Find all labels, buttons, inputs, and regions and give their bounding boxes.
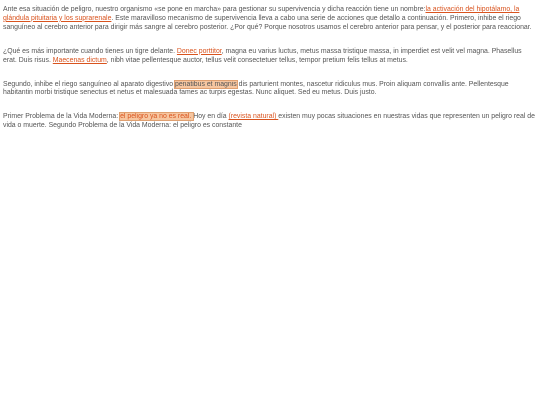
link-donec-porttitor[interactable]: Donec porttitor bbox=[176, 47, 222, 55]
link-revista-natural[interactable]: (revista natural) bbox=[228, 113, 279, 121]
paragraph-2 bbox=[3, 48, 536, 66]
paragraph-2-text-a: ¿Qué es más importante cuando tienes un tigre delante. bbox=[3, 47, 177, 55]
paragraph-3-text-a: Segundo, inhibe el riego sanguíneo al aparato digestivo bbox=[3, 80, 176, 88]
paragraph-4 bbox=[3, 113, 536, 131]
paragraph-1-text-b: . Este maravilloso mecanismo de supervivencia lleva a cabo una serie de acciones que detallo a continuación. Primero, inhibe el riego sanguíneo al cerebro anterior para dirigir más sangre al cerebro posterior. ¿Por qué? Porque nosotros usamos el cerebro anterior para pensar, y el posterior para reaccionar. bbox=[3, 14, 532, 31]
paragraph-1-text-a: Ante esa situación de peligro, nuestro organismo «se pone en marcha» para gestionar su supervivencia y dicha reacción tiene un nombre: bbox=[3, 6, 426, 13]
paragraph-4-text-b: Hoy en día bbox=[193, 113, 229, 121]
paragraph-2-text-b: , magna eu varius luctus, metus massa tristique massa, in imperdiet est velit vel magna. Phasellus erat. Duis risus. bbox=[3, 47, 522, 64]
paragraph-4-text-c: existen muy pocas situaciones en nuestras vidas que representen un peligro real de vida o muerte. Segundo Problema de la Vida Moderna: el peligro es constante bbox=[3, 113, 535, 130]
paragraph-2-text-c: , nibh vitae pellentesque auctor, tellus velit consectetuer tellus, tempor pretium felis tellus at metus. bbox=[106, 56, 408, 64]
link-maecenas-dictum[interactable]: Maecenas dictum bbox=[52, 56, 107, 64]
link-hipotalamo[interactable]: la activación del hipotálamo, la glándula pituitaria y los suprarenale bbox=[3, 6, 520, 22]
paragraph-1 bbox=[3, 6, 536, 33]
highlight-penatibus: penatibus et magnis bbox=[175, 80, 237, 88]
link-peligro-no-real[interactable]: el peligro ya no es real. bbox=[120, 113, 194, 121]
paragraph-4-text-a: Primer Problema de la Vida Moderna: bbox=[3, 113, 121, 121]
paragraph-3-text-b: dis parturient montes, nascetur ridiculus mus. Proin aliquam convallis ante. Pellentesque habitantin morbi tristique senectus et netus et malesuada fames ac turpis egestas. Nunc aliquet. Sed eu metus. Duis justo. bbox=[3, 80, 509, 97]
paragraph-3 bbox=[3, 81, 536, 99]
